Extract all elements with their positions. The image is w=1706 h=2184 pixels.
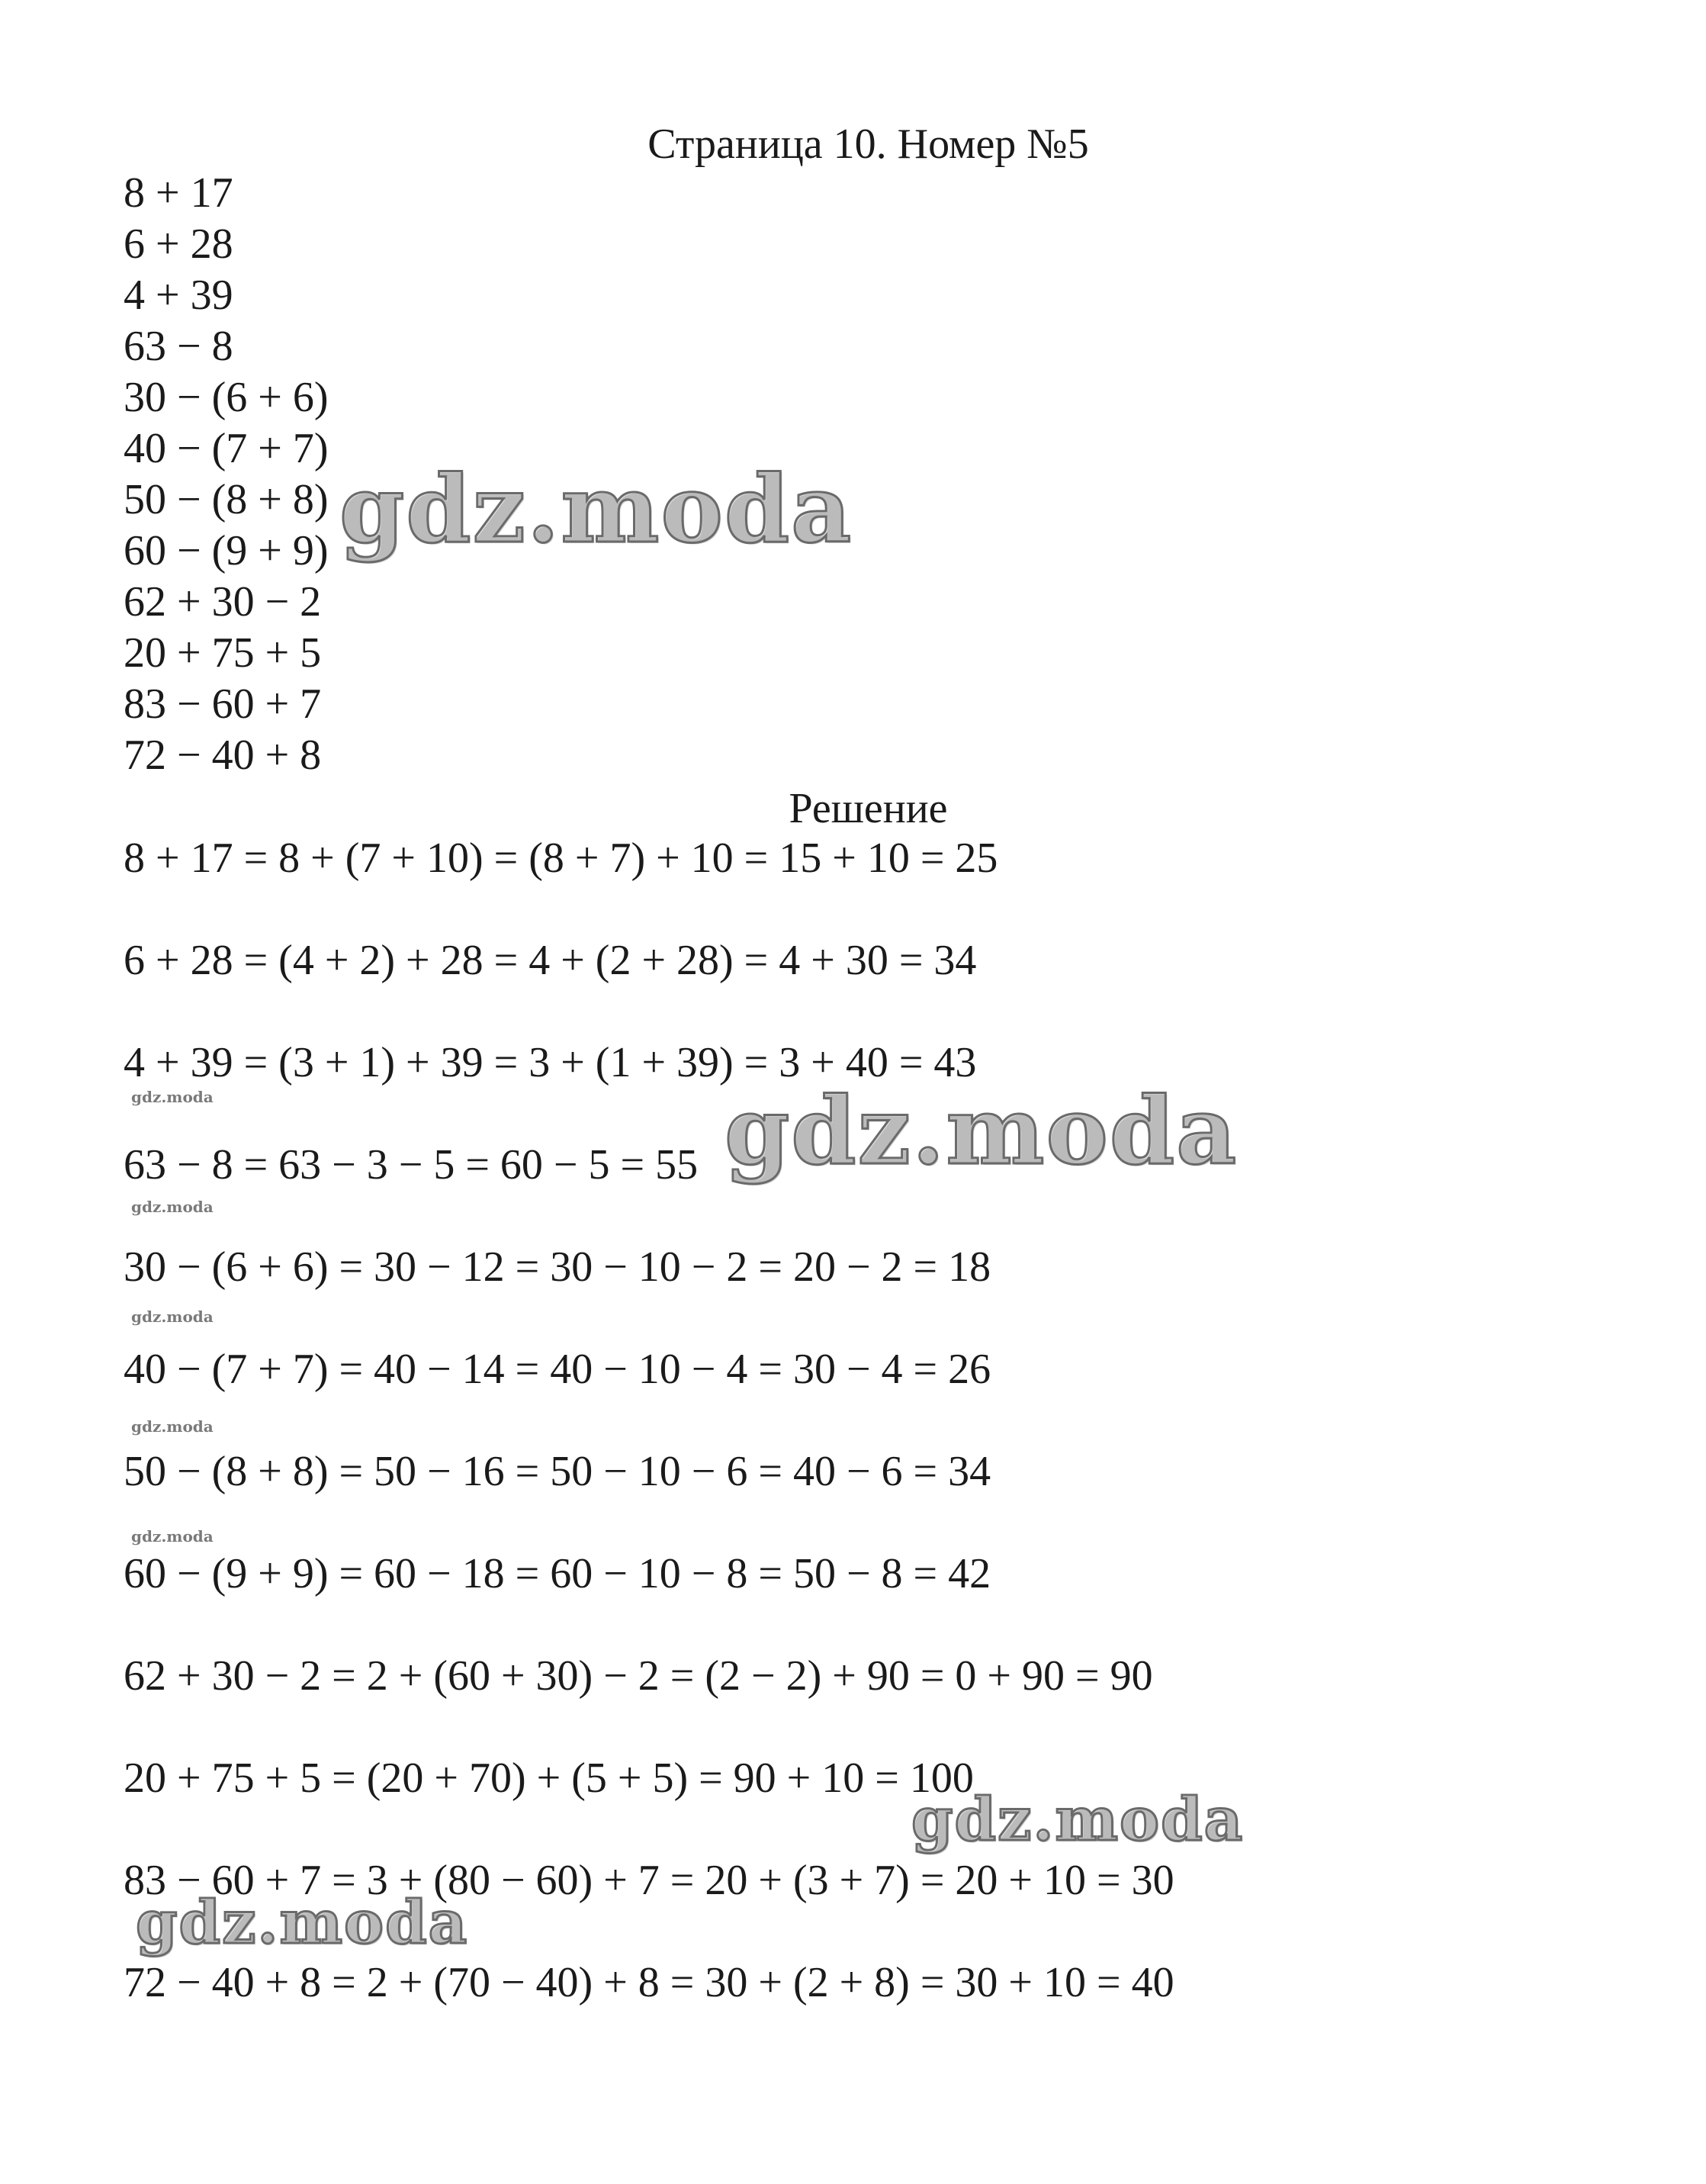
solution-line: 20 + 75 + 5 = (20 + 70) + (5 + 5) = 90 + 10 = 100 [124,1755,974,1802]
solution-line: 8 + 17 = 8 + (7 + 10) = (8 + 7) + 10 = 15 + 10 = 25 [124,835,998,882]
solution-line: 83 − 60 + 7 = 3 + (80 − 60) + 7 = 20 + (3 + 7) = 20 + 10 = 30 [124,1857,1174,1904]
solution-line: 72 − 40 + 8 = 2 + (70 − 40) + 8 = 30 + (2 + 8) = 30 + 10 = 40 [124,1959,1174,2006]
task-item: 72 − 40 + 8 [124,732,322,779]
solution-heading: Решение [789,785,948,832]
task-list [124,168,328,781]
task-item: 4 + 39 [124,272,233,319]
task-item: 50 − (8 + 8) [124,476,329,523]
task-item: 63 − 8 [124,323,233,370]
watermark-small: gdz.moda [131,1088,214,1106]
solution-line: 62 + 30 − 2 = 2 + (60 + 30) − 2 = (2 − 2) + 90 = 0 + 90 = 90 [124,1652,1153,1700]
solution-line: 60 − (9 + 9) = 60 − 18 = 60 − 10 − 8 = 50 − 8 = 42 [124,1550,991,1597]
task-item: 62 + 30 − 2 [124,578,322,626]
task-item: 6 + 28 [124,220,233,268]
watermark-logo: gdz.moda [339,454,853,564]
watermark-small: gdz.moda [131,1198,214,1216]
watermark-logo: gdz.moda [136,1888,469,1957]
task-item: 83 − 60 + 7 [124,680,322,728]
solution-line: 40 − (7 + 7) = 40 − 14 = 40 − 10 − 4 = 30 − 4 = 26 [124,1346,991,1393]
watermark-small: gdz.moda [131,1308,214,1326]
task-item: 20 + 75 + 5 [124,629,322,677]
solution-line: 63 − 8 = 63 − 3 − 5 = 60 − 5 = 55 [124,1141,699,1188]
watermark-logo: gdz.moda [911,1785,1245,1854]
task-item: 60 − (9 + 9) [124,527,329,574]
solution-line: 50 − (8 + 8) = 50 − 16 = 50 − 10 − 6 = 40 − 6 = 34 [124,1448,991,1495]
solution-line: 6 + 28 = (4 + 2) + 28 = 4 + (2 + 28) = 4 + 30 = 34 [124,937,977,984]
task-item: 30 − (6 + 6) [124,374,329,421]
watermark-small: gdz.moda [131,1417,214,1436]
solution-line: 30 − (6 + 6) = 30 − 12 = 30 − 10 − 2 = 20 − 2 = 18 [124,1243,991,1291]
task-item: 8 + 17 [124,169,233,217]
watermark-logo: gdz.moda [724,1076,1239,1185]
watermark-small: gdz.moda [131,1527,214,1546]
task-item: 40 − (7 + 7) [124,425,329,472]
solution-line: 4 + 39 = (3 + 1) + 39 = 3 + (1 + 39) = 3 + 40 = 43 [124,1039,977,1086]
page-title: Страница 10. Номер №5 [647,121,1089,168]
